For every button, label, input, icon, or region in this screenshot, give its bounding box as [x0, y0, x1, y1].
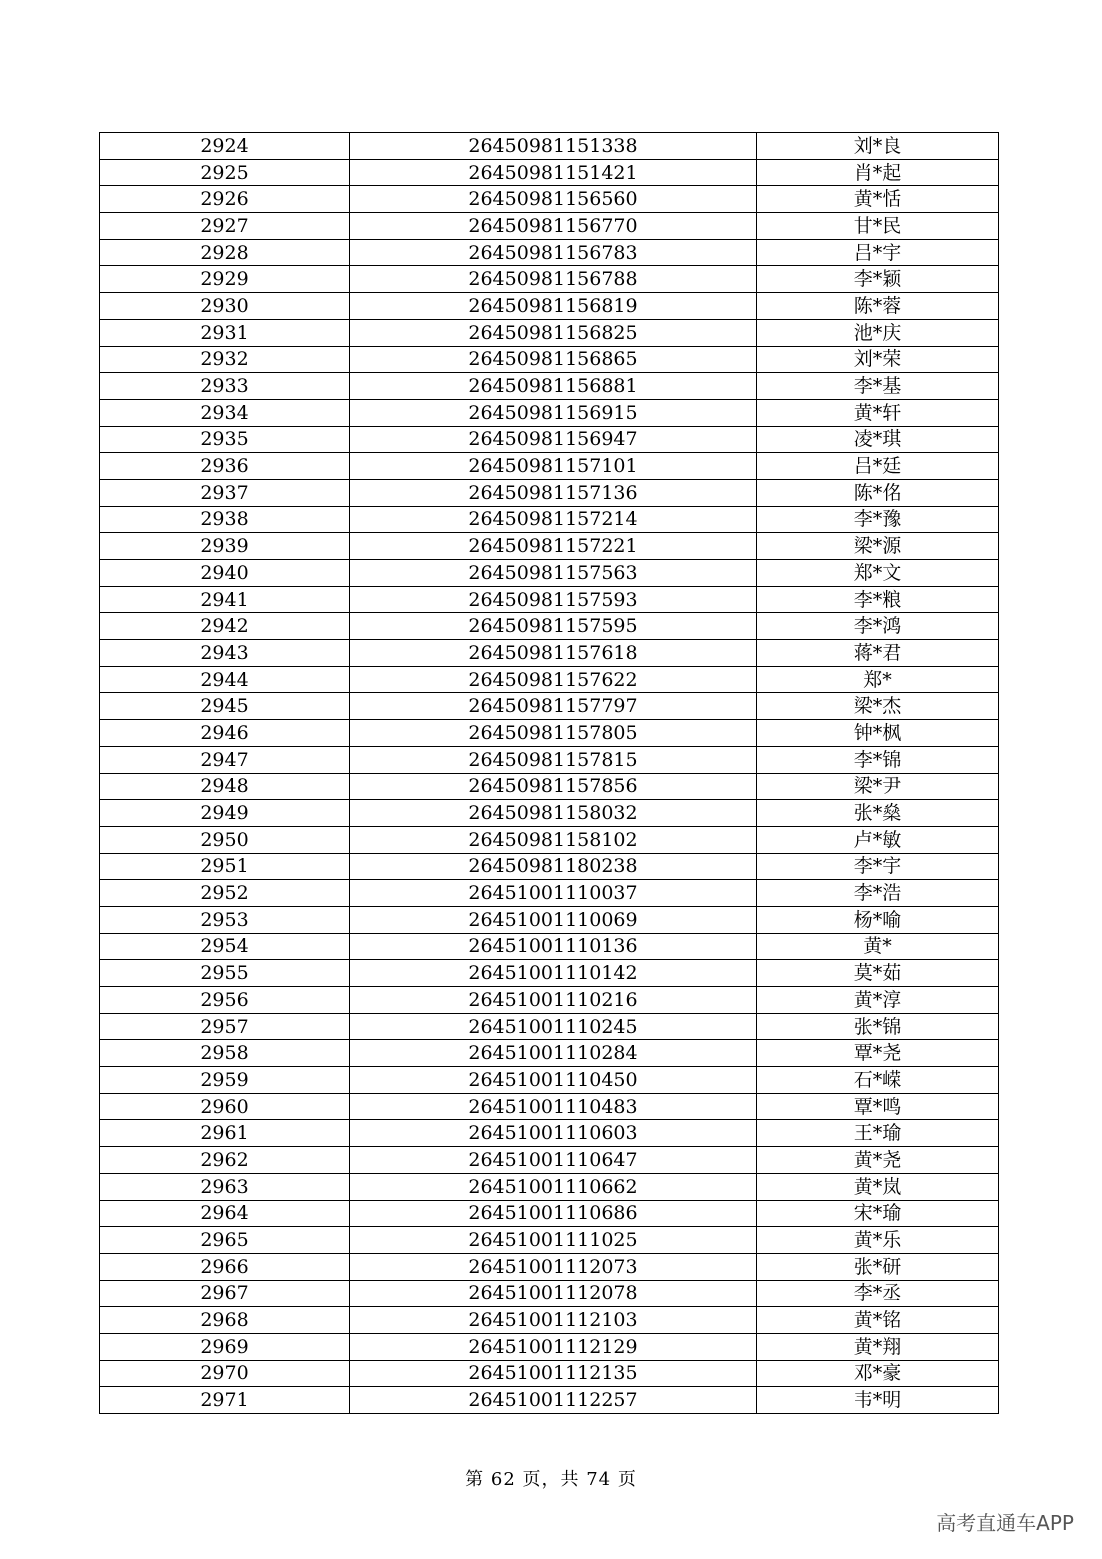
table-row [100, 1173, 999, 1200]
student-name-cell: 郑*文 [757, 560, 999, 587]
row-index-cell: 2928 [100, 239, 350, 266]
row-index-cell: 2934 [100, 399, 350, 426]
exam-number-cell: 26451001110216 [350, 987, 757, 1014]
table-row [100, 479, 999, 506]
table-row [100, 1200, 999, 1227]
row-index-cell: 2942 [100, 613, 350, 640]
row-index-cell: 2968 [100, 1307, 350, 1334]
table-row [100, 1040, 999, 1067]
table-row [100, 560, 999, 587]
row-index-cell: 2947 [100, 746, 350, 773]
exam-number-cell: 26450981157595 [350, 613, 757, 640]
row-index-cell: 2950 [100, 826, 350, 853]
row-index-cell: 2953 [100, 906, 350, 933]
page-number-footer: 第 62 页，共 74 页 [465, 1469, 637, 1490]
row-index-cell: 2927 [100, 213, 350, 240]
exam-number-cell: 26451001110686 [350, 1200, 757, 1227]
row-index-cell: 2958 [100, 1040, 350, 1067]
exam-number-cell: 26451001112135 [350, 1360, 757, 1387]
row-index-cell: 2951 [100, 853, 350, 880]
table-row [100, 1307, 999, 1334]
exam-number-cell: 26450981157805 [350, 720, 757, 747]
row-index-cell: 2957 [100, 1013, 350, 1040]
exam-number-cell: 26451001110142 [350, 960, 757, 987]
row-index-cell: 2933 [100, 373, 350, 400]
exam-number-cell: 26450981156560 [350, 186, 757, 213]
exam-number-cell: 26451001110450 [350, 1067, 757, 1094]
table-row [100, 293, 999, 320]
table-row [100, 346, 999, 373]
row-index-cell: 2930 [100, 293, 350, 320]
table-row [100, 987, 999, 1014]
student-name-cell: 李*颖 [757, 266, 999, 293]
exam-number-cell: 26450981157136 [350, 479, 757, 506]
student-name-cell: 凌*琪 [757, 426, 999, 453]
row-index-cell: 2944 [100, 666, 350, 693]
exam-number-cell: 26450981157797 [350, 693, 757, 720]
table-row [100, 746, 999, 773]
table-row [100, 720, 999, 747]
student-name-cell: 韦*明 [757, 1387, 999, 1414]
row-index-cell: 2938 [100, 506, 350, 533]
row-index-cell: 2945 [100, 693, 350, 720]
exam-number-cell: 26450981157618 [350, 640, 757, 667]
table-row [100, 1093, 999, 1120]
table-row [100, 613, 999, 640]
exam-number-cell: 26451001110037 [350, 880, 757, 907]
admission-list-table [99, 132, 999, 1414]
table-row [100, 1013, 999, 1040]
student-name-cell: 李*粮 [757, 586, 999, 613]
row-index-cell: 2926 [100, 186, 350, 213]
table-row [100, 853, 999, 880]
exam-number-cell: 26450981156825 [350, 319, 757, 346]
exam-number-cell: 26450981156770 [350, 213, 757, 240]
table-row [100, 239, 999, 266]
row-index-cell: 2967 [100, 1280, 350, 1307]
table-row [100, 693, 999, 720]
exam-number-cell: 26450981158032 [350, 800, 757, 827]
student-name-cell: 黄*铭 [757, 1307, 999, 1334]
table-row [100, 213, 999, 240]
student-name-cell: 张*燊 [757, 800, 999, 827]
watermark-logo-text: 高考直通车APP [936, 1511, 1074, 1535]
row-index-cell: 2937 [100, 479, 350, 506]
student-name-cell: 覃*鸣 [757, 1093, 999, 1120]
exam-number-cell: 26450981158102 [350, 826, 757, 853]
table-body [100, 133, 999, 1414]
student-name-cell: 李*浩 [757, 880, 999, 907]
exam-number-cell: 26451001110647 [350, 1147, 757, 1174]
student-name-cell: 吕*廷 [757, 453, 999, 480]
table-row [100, 1067, 999, 1094]
exam-number-cell: 26450981151421 [350, 159, 757, 186]
row-index-cell: 2959 [100, 1067, 350, 1094]
table-row [100, 1253, 999, 1280]
row-index-cell: 2966 [100, 1253, 350, 1280]
table-row [100, 1280, 999, 1307]
row-index-cell: 2970 [100, 1360, 350, 1387]
student-name-cell: 郑* [757, 666, 999, 693]
student-name-cell: 李*丞 [757, 1280, 999, 1307]
table-row [100, 880, 999, 907]
student-name-cell: 肖*起 [757, 159, 999, 186]
student-name-cell: 黄*轩 [757, 399, 999, 426]
exam-number-cell: 26450981156788 [350, 266, 757, 293]
row-index-cell: 2932 [100, 346, 350, 373]
student-name-cell: 黄* [757, 933, 999, 960]
table-row [100, 426, 999, 453]
table-row [100, 133, 999, 160]
table-row [100, 1227, 999, 1254]
table-row [100, 399, 999, 426]
table-row [100, 266, 999, 293]
row-index-cell: 2940 [100, 560, 350, 587]
student-name-cell: 黄*翔 [757, 1333, 999, 1360]
table-row [100, 826, 999, 853]
row-index-cell: 2962 [100, 1147, 350, 1174]
row-index-cell: 2965 [100, 1227, 350, 1254]
student-name-cell: 黄*尧 [757, 1147, 999, 1174]
student-name-cell: 刘*良 [757, 133, 999, 160]
row-index-cell: 2925 [100, 159, 350, 186]
student-name-cell: 蒋*君 [757, 640, 999, 667]
row-index-cell: 2954 [100, 933, 350, 960]
row-index-cell: 2952 [100, 880, 350, 907]
row-index-cell: 2961 [100, 1120, 350, 1147]
row-index-cell: 2941 [100, 586, 350, 613]
student-name-cell: 莫*茹 [757, 960, 999, 987]
student-name-cell: 李*鸿 [757, 613, 999, 640]
exam-number-cell: 26450981157856 [350, 773, 757, 800]
exam-number-cell: 26450981157214 [350, 506, 757, 533]
exam-number-cell: 26450981157593 [350, 586, 757, 613]
row-index-cell: 2955 [100, 960, 350, 987]
exam-number-cell: 26450981157101 [350, 453, 757, 480]
exam-number-cell: 26450981156865 [350, 346, 757, 373]
student-name-cell: 石*嵘 [757, 1067, 999, 1094]
exam-number-cell: 26450981157622 [350, 666, 757, 693]
table-row [100, 373, 999, 400]
table-row [100, 1120, 999, 1147]
row-index-cell: 2964 [100, 1200, 350, 1227]
exam-number-cell: 26451001112078 [350, 1280, 757, 1307]
exam-number-cell: 26451001112257 [350, 1387, 757, 1414]
student-name-cell: 宋*瑜 [757, 1200, 999, 1227]
student-name-cell: 吕*宇 [757, 239, 999, 266]
student-name-cell: 陈*蓉 [757, 293, 999, 320]
exam-number-cell: 26450981157815 [350, 746, 757, 773]
table-row [100, 906, 999, 933]
exam-number-cell: 26451001110662 [350, 1173, 757, 1200]
student-name-cell: 黄*淳 [757, 987, 999, 1014]
exam-number-cell: 26450981156819 [350, 293, 757, 320]
table-row [100, 1360, 999, 1387]
exam-number-cell: 26451001110284 [350, 1040, 757, 1067]
table-row [100, 1333, 999, 1360]
row-index-cell: 2946 [100, 720, 350, 747]
row-index-cell: 2936 [100, 453, 350, 480]
table-row [100, 319, 999, 346]
student-name-cell: 池*庆 [757, 319, 999, 346]
student-name-cell: 李*基 [757, 373, 999, 400]
student-name-cell: 王*瑜 [757, 1120, 999, 1147]
student-name-cell: 梁*杰 [757, 693, 999, 720]
exam-number-cell: 26451001110069 [350, 906, 757, 933]
row-index-cell: 2935 [100, 426, 350, 453]
row-index-cell: 2948 [100, 773, 350, 800]
student-name-cell: 覃*尧 [757, 1040, 999, 1067]
student-name-cell: 刘*荣 [757, 346, 999, 373]
table-row [100, 159, 999, 186]
table-row [100, 640, 999, 667]
student-name-cell: 邓*豪 [757, 1360, 999, 1387]
exam-number-cell: 26450981151338 [350, 133, 757, 160]
table-row [100, 800, 999, 827]
table-row [100, 933, 999, 960]
row-index-cell: 2969 [100, 1333, 350, 1360]
row-index-cell: 2924 [100, 133, 350, 160]
student-name-cell: 陈*佲 [757, 479, 999, 506]
row-index-cell: 2949 [100, 800, 350, 827]
student-name-cell: 梁*尹 [757, 773, 999, 800]
table-row [100, 586, 999, 613]
row-index-cell: 2939 [100, 533, 350, 560]
exam-number-cell: 26450981156783 [350, 239, 757, 266]
exam-number-cell: 26451001110603 [350, 1120, 757, 1147]
student-name-cell: 梁*源 [757, 533, 999, 560]
student-name-cell: 黄*乐 [757, 1227, 999, 1254]
student-name-cell: 杨*喻 [757, 906, 999, 933]
exam-number-cell: 26451001110245 [350, 1013, 757, 1040]
table-row [100, 1387, 999, 1414]
table-row [100, 960, 999, 987]
table-row [100, 773, 999, 800]
row-index-cell: 2960 [100, 1093, 350, 1120]
table-row [100, 186, 999, 213]
student-name-cell: 卢*敏 [757, 826, 999, 853]
exam-number-cell: 26450981157563 [350, 560, 757, 587]
student-name-cell: 张*锦 [757, 1013, 999, 1040]
exam-number-cell: 26451001110136 [350, 933, 757, 960]
table-row [100, 1147, 999, 1174]
exam-number-cell: 26451001112129 [350, 1333, 757, 1360]
student-name-cell: 李*锦 [757, 746, 999, 773]
row-index-cell: 2943 [100, 640, 350, 667]
student-name-cell: 甘*民 [757, 213, 999, 240]
student-name-cell: 黄*恬 [757, 186, 999, 213]
row-index-cell: 2971 [100, 1387, 350, 1414]
exam-number-cell: 26451001111025 [350, 1227, 757, 1254]
exam-number-cell: 26450981180238 [350, 853, 757, 880]
student-name-cell: 钟*枫 [757, 720, 999, 747]
table-row [100, 533, 999, 560]
table-row [100, 453, 999, 480]
row-index-cell: 2963 [100, 1173, 350, 1200]
exam-number-cell: 26450981156915 [350, 399, 757, 426]
student-name-cell: 张*研 [757, 1253, 999, 1280]
table-row [100, 666, 999, 693]
row-index-cell: 2931 [100, 319, 350, 346]
student-name-cell: 李*宇 [757, 853, 999, 880]
exam-number-cell: 26451001112103 [350, 1307, 757, 1334]
exam-number-cell: 26450981157221 [350, 533, 757, 560]
exam-number-cell: 26450981156881 [350, 373, 757, 400]
table-row [100, 506, 999, 533]
student-name-cell: 黄*岚 [757, 1173, 999, 1200]
row-index-cell: 2929 [100, 266, 350, 293]
row-index-cell: 2956 [100, 987, 350, 1014]
exam-number-cell: 26450981156947 [350, 426, 757, 453]
student-name-cell: 李*豫 [757, 506, 999, 533]
exam-number-cell: 26451001112073 [350, 1253, 757, 1280]
exam-number-cell: 26451001110483 [350, 1093, 757, 1120]
